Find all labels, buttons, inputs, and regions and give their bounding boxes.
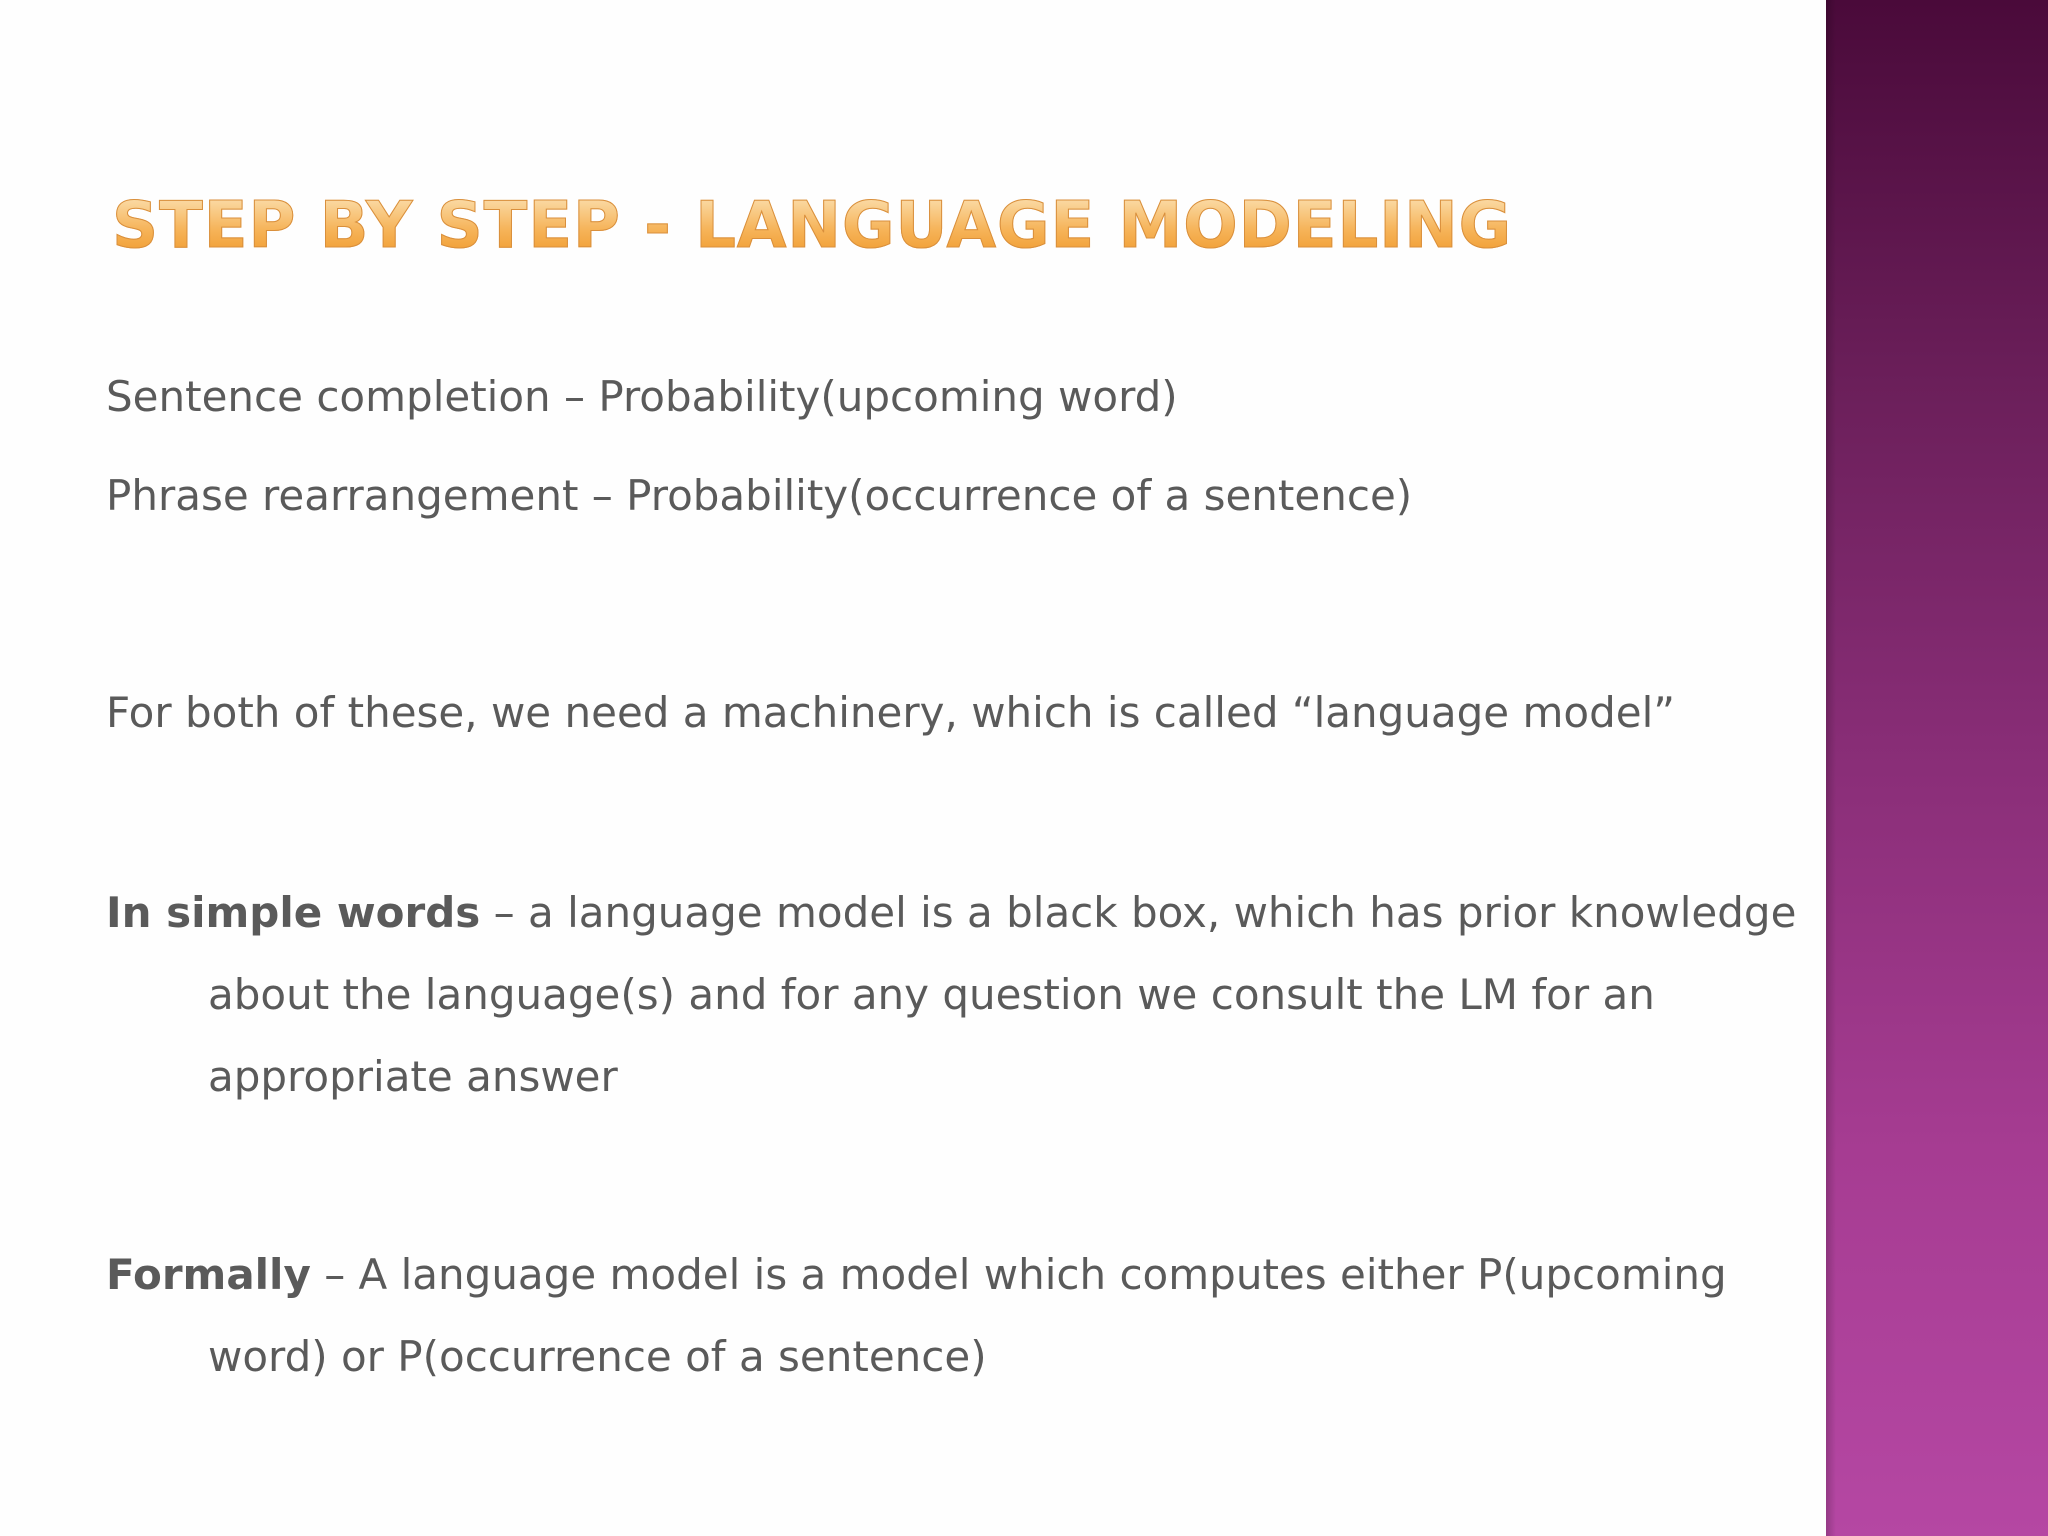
- sentence-completion-line: Sentence completion – Probability(upcoming word): [106, 372, 1178, 421]
- simple-words-paragraph: [106, 872, 1848, 1118]
- language-model-intro-line: For both of these, we need a machinery, which is called “language model”: [106, 688, 1676, 737]
- simple-words-text: – a language model is a black box, which has prior knowledge about the language(s) and for any question we consult the LM for an appropriate answer: [208, 888, 1797, 1101]
- formally-lead: Formally: [106, 1250, 311, 1299]
- slide-title: STEP BY STEP - LANGUAGE MODELING: [112, 189, 1513, 263]
- simple-words-lead: In simple words: [106, 888, 481, 937]
- phrase-rearrangement-line: Phrase rearrangement – Probability(occurrence of a sentence): [106, 471, 1413, 520]
- formally-text: – A language model is a model which computes either P(upcoming word) or P(occurrence of a sentence): [208, 1250, 1727, 1381]
- formally-paragraph: [106, 1234, 1848, 1398]
- decorative-side-band: [1826, 0, 2048, 1536]
